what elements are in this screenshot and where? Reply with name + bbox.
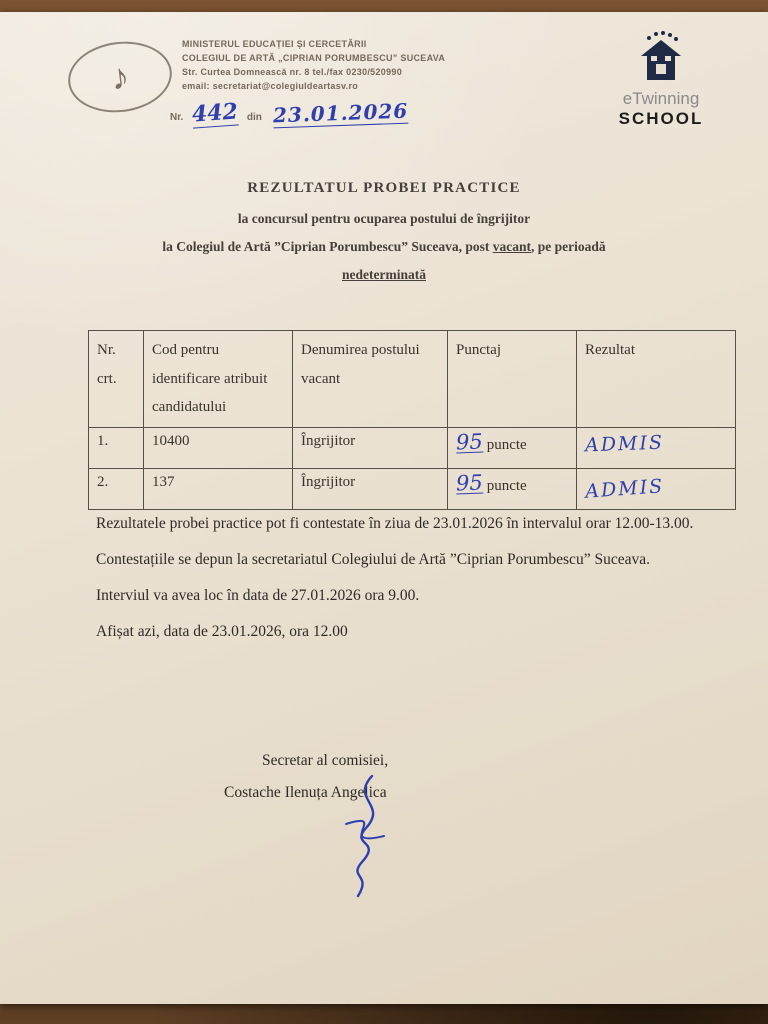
col-header-denumire: Denumirea postului vacant [293,331,448,428]
institution-line: COLEGIUL DE ARTĂ „CIPRIAN PORUMBESCU” SUCEAVA [182,52,446,63]
punctaj-handwritten: 95 [455,429,484,454]
institution-block [182,38,512,94]
nr-label: Nr. [170,112,184,123]
title-line-3 [0,239,768,255]
col-header-nr: Nr. crt. [89,331,144,428]
title-line-3-post: , pe perioadă [531,239,606,254]
col-header-cod: Cod pentru identificare atribuit candidatului [144,331,293,428]
document-title [0,180,768,283]
cell-punctaj [448,427,577,468]
rezultat-handwritten: ADMIS [584,474,665,503]
registration-number-line [170,100,490,127]
title-line-2: la concursul pentru ocuparea postului de îngrijitor [237,211,531,226]
paragraph-posted: Afișat azi, data de 23.01.2026, ora 12.00 [96,622,348,640]
cell-rezultat [577,427,736,468]
signature-scribble [310,770,420,900]
signature-block [0,752,768,802]
din-label: din [246,112,262,123]
table-row [89,468,736,509]
etwinning-school: SCHOOL [618,109,704,128]
nr-value-handwritten: 442 [191,98,239,128]
etwinning-logo [606,30,716,129]
signature-name: Costache Ilenuța Angelica [224,784,387,801]
col-header-rezultat: Rezultat [577,331,736,428]
cell-punctaj [448,468,577,509]
punctaj-label: puncte [486,436,527,453]
cell-denumire: Îngrijitor [293,468,448,509]
document-header [0,12,768,162]
rezultat-handwritten: ADMIS [584,431,665,456]
paragraph-contestation: Rezultatele probei practice pot fi contestate în ziua de 23.01.2026 în intervalul orar 12.00-13.00. [96,515,694,532]
cell-nr: 1. [89,427,144,468]
signature-role: Secretar al comisiei, [262,752,389,769]
institution-line: email: secretariat@colegiuldeartasv.ro [182,80,359,91]
date-value-handwritten: 23.01.2026 [272,98,409,128]
title-line-3-underlined: vacant [492,239,531,254]
results-table [88,330,736,510]
table-header-row [89,331,736,428]
punctaj-handwritten: 95 [455,470,484,495]
music-note-logo [64,36,176,118]
cell-nr: 2. [89,468,144,509]
col-header-punctaj: Punctaj [448,331,577,428]
cell-denumire: Îngrijitor [293,427,448,468]
table-row [89,427,736,468]
title-line-1: REZULTATUL PROBEI PRACTICE [247,180,521,196]
paragraph-secretariat: Contestațiile se depun la secretariatul Colegiului de Artă ”Ciprian Porumbescu” Suceava. [96,550,650,568]
institution-line: Str. Curtea Domnească nr. 8 tel./fax 0230/520990 [182,66,403,77]
paragraph-interview: Interviul va avea loc în data de 27.01.2026 ora 9.00. [96,586,420,604]
body-text [38,510,738,654]
cell-rezultat [577,468,736,509]
title-line-4: nedeterminată [342,267,426,282]
etwinning-house-icon [629,30,693,82]
institution-line: MINISTERUL EDUCAȚIEI ȘI CERCETĂRII [182,39,367,49]
document-page [0,12,768,1004]
punctaj-label: puncte [486,477,527,494]
title-line-3-pre: la Colegiul de Artă ”Ciprian Porumbescu” Suceava, post [162,239,493,254]
etwinning-name: eTwinning [622,89,700,108]
music-note-icon: ♪ [108,56,132,98]
cell-cod: 137 [144,468,293,509]
cell-cod: 10400 [144,427,293,468]
